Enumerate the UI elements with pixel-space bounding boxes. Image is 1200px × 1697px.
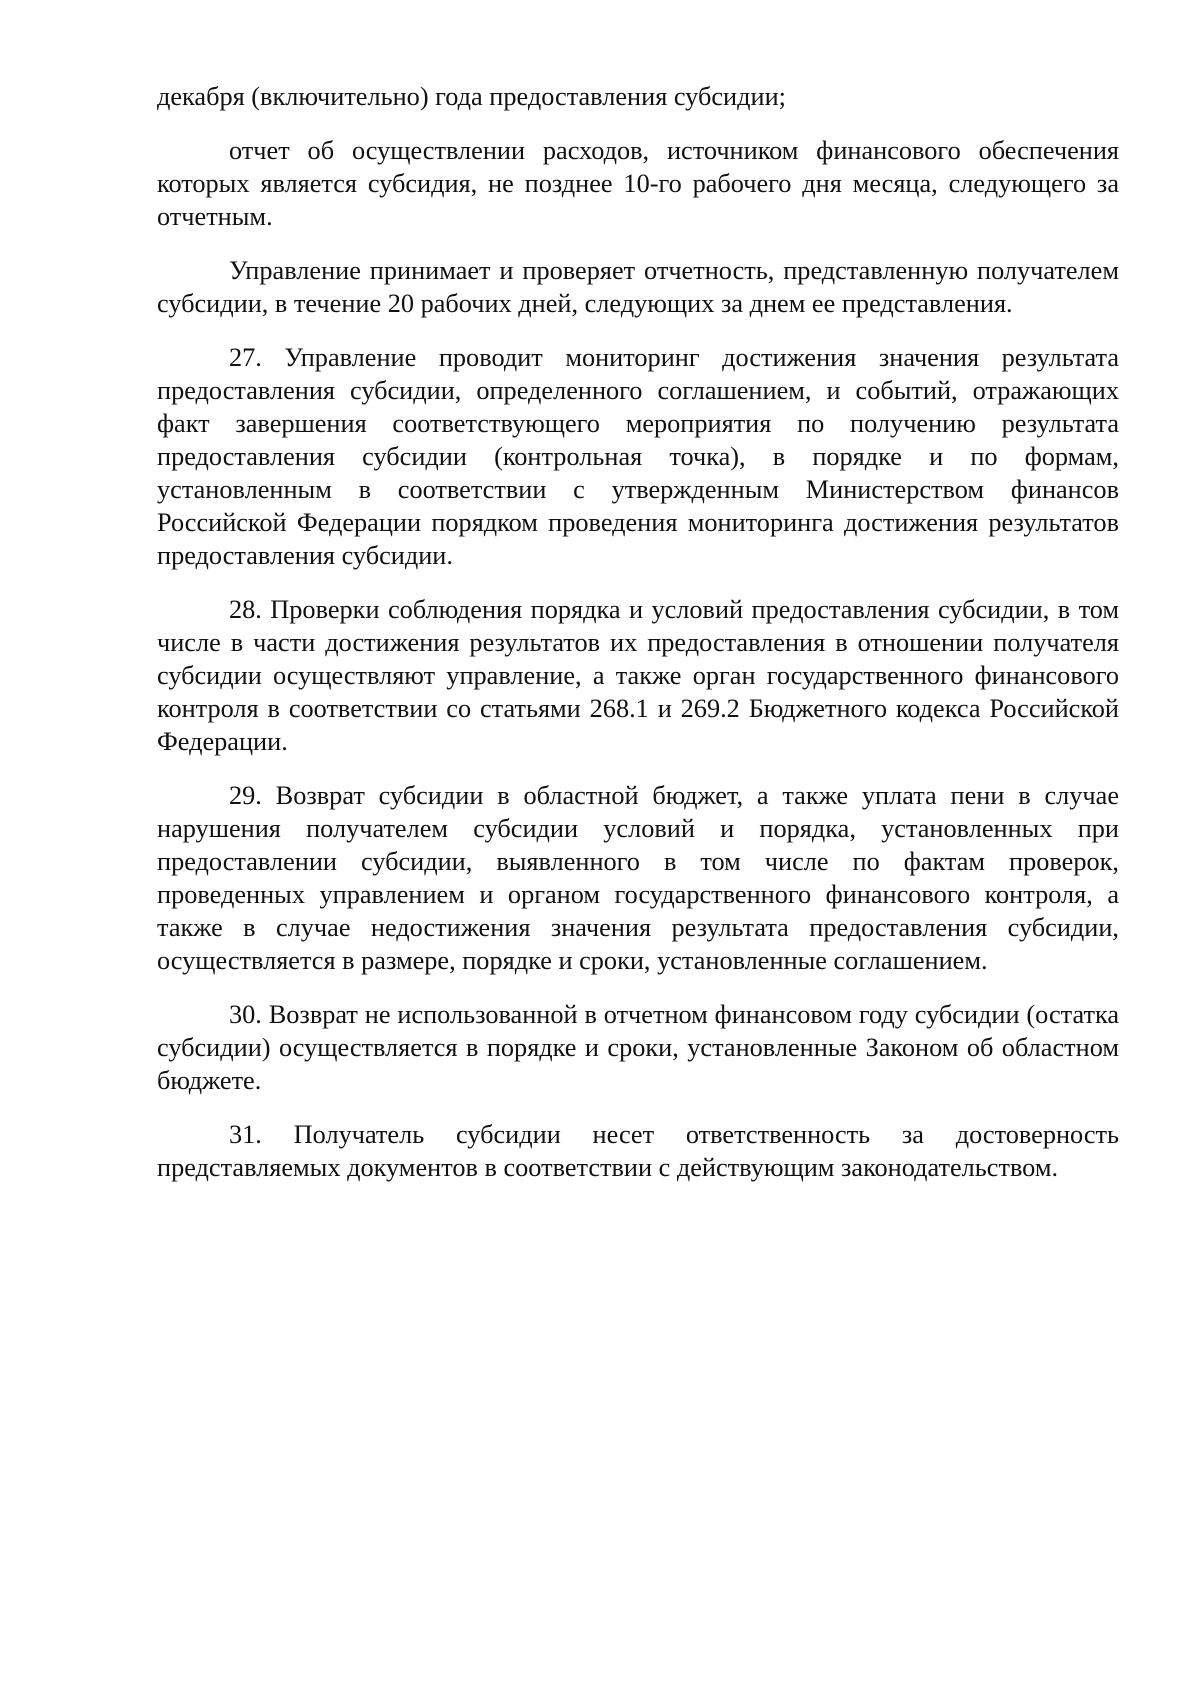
- paragraph-31-responsibility: 31. Получатель субсидии несет ответственность за достоверность представляемых документов в соответствии с действующим законодательством.: [157, 1120, 1119, 1182]
- document-body: [157, 80, 1119, 1205]
- paragraph-expense-report: отчет об осуществлении расходов, источником финансового обеспечения которых является субсидия, не позднее 10-го рабочего дня месяца, следующего за отчетным.: [157, 136, 1119, 231]
- paragraph-continuation: декабря (включительно) года предоставления субсидии;: [157, 82, 786, 111]
- paragraph-report-review: Управление принимает и проверяет отчетность, представленную получателем субсидии, в течение 20 рабочих дней, следующих за днем ее представления.: [157, 256, 1119, 318]
- paragraph-28-inspections: 28. Проверки соблюдения порядка и условий предоставления субсидии, в том числе в части достижения результатов их предоставления в отношении получателя субсидии осуществляют управление, а также орган государственного финансового контроля в соответствии со статьями 268.1 и 269.2 Бюджетного кодекса Российской Федерации.: [157, 595, 1119, 756]
- paragraph-29-refund: 29. Возврат субсидии в областной бюджет, а также уплата пени в случае нарушения получателем субсидии условий и порядка, установленных при предоставлении субсидии, выявленного в том числе по фактам проверок, проведенных управлением и органом государственного финансового контроля, а также в случае недостижения значения результата предоставления субсидии, осуществляется в размере, порядке и сроки, установленные соглашением.: [157, 781, 1119, 975]
- paragraph-27-monitoring: 27. Управление проводит мониторинг достижения значения результата предоставления субсидии, определенного соглашением, и событий, отражающих факт завершения соответствующего мероприятия по получению результата предоставления субсидии (контрольная точка), в порядке и по формам, установленным в соответствии с утвержденным Министерством финансов Российской Федерации порядком проведения мониторинга достижения результатов предоставления субсидии.: [157, 343, 1119, 570]
- paragraph-30-unused-subsidy: 30. Возврат не использованной в отчетном финансовом году субсидии (остатка субсидии) осуществляется в порядке и сроки, установленные Законом об областном бюджете.: [157, 1000, 1119, 1095]
